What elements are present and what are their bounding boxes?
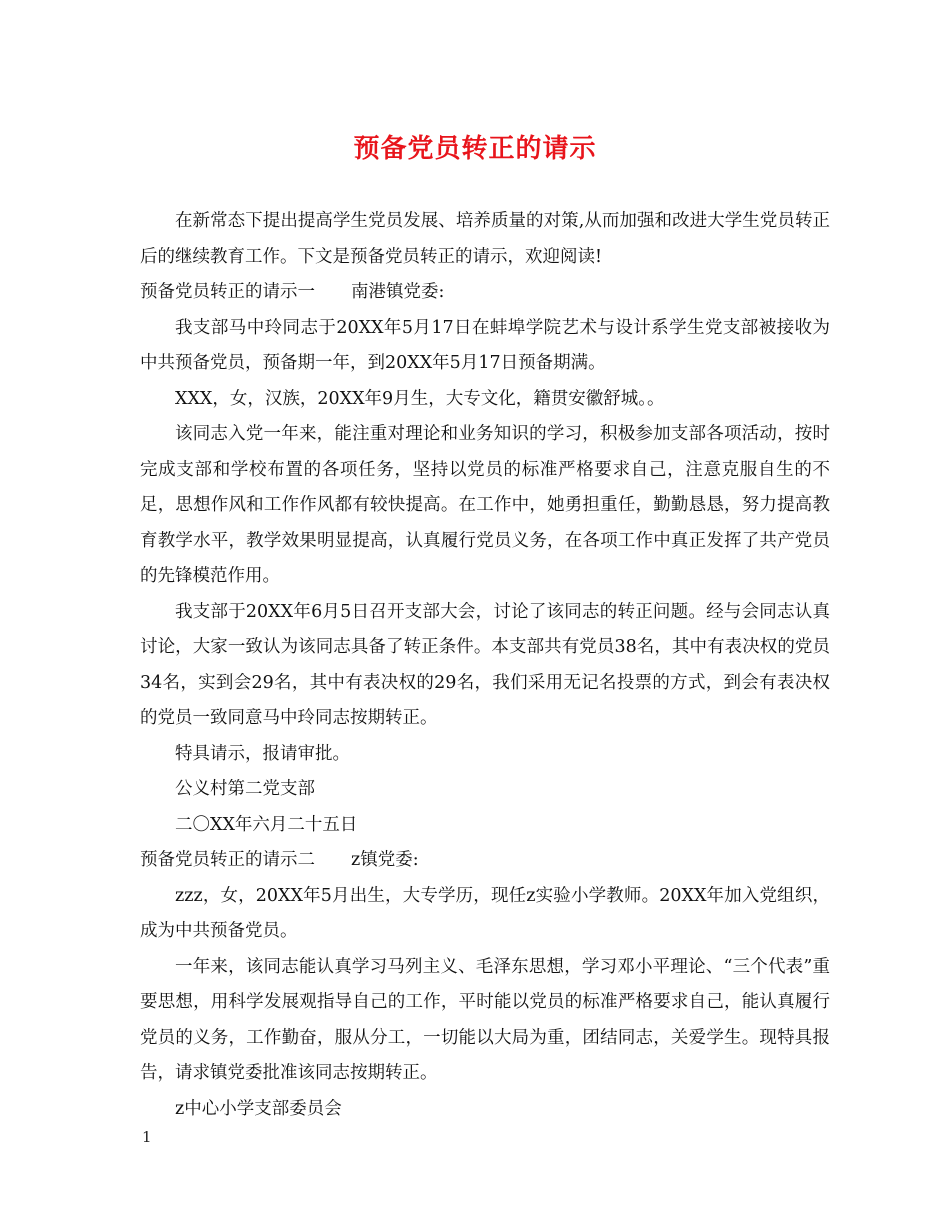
section1-paragraph: XXX，女，汉族，20XX年9月生，大专文化，籍贯安徽舒城。。 [175, 388, 665, 409]
page-number: 1 [142, 1128, 152, 1146]
document-body [140, 204, 830, 1127]
section1-paragraph: 该同志入党一年来，能注重对理论和业务知识的学习，积极参加支部各项活动，按时完成支部和学校布置的各项任务，坚持以党员的标准严格要求自己，注意克服自生的不足，思想作风和工作作风都有较快提高。在工作中，她勇担重任，勤勤恳恳，努力提高教育教学水平，教学效果明显提高，认真履行党员义务，在各项工作中真正发挥了共产党员的先锋模范作用。 [140, 424, 830, 586]
section1-paragraph: 我支部马中玲同志于20XX年5月17日在蚌埠学院艺术与设计系学生党支部被接收为中共预备党员，预备期一年，到20XX年5月17日预备期满。 [140, 317, 830, 373]
section1-date: 二〇XX年六月二十五日 [175, 814, 358, 835]
section1-addressee: 南港镇党委: [351, 282, 445, 302]
section2-signature: z中心小学支部委员会 [175, 1098, 342, 1119]
section1-paragraph: 特具请示，报请审批。 [175, 743, 350, 764]
document-title: 预备党员转正的请示 [353, 134, 597, 164]
section2-paragraph: zzz，女，20XX年5月出生，大专学历，现任z实验小学教师。20XX年加入党组织，成为中共预备党员。 [140, 885, 830, 941]
section2-heading-line [140, 843, 830, 879]
section1-signature: 公义村第二党支部 [175, 779, 315, 799]
section2-heading: 预备党员转正的请示二 [140, 850, 315, 870]
section1-paragraph: 我支部于20XX年6月5日召开支部大会，讨论了该同志的转正问题。经与会同志认真讨论，大家一致认为该同志具备了转正条件。本支部共有党员38名，其中有表决权的党员34名，实到会29名，其中有表决权的29名，我们采用无记名投票的方式，到会有表决权的党员一致同意马中玲同志按期转正。 [140, 601, 830, 728]
section2-addressee: z镇党委: [351, 850, 419, 870]
section2-paragraph: 一年来，该同志能认真学习马列主义、毛泽东思想，学习邓小平理论、“三个代表”重要思想，用科学发展观指导自己的工作，平时能以党员的标准严格要求自己，能认真履行党员的义务，工作勤奋，服从分工，一切能以大局为重，团结同志，关爱学生。现特具报告，请求镇党委批准该同志按期转正。 [140, 956, 830, 1083]
section1-heading: 预备党员转正的请示一 [140, 282, 315, 302]
intro-paragraph: 在新常态下提出提高学生党员发展、培养质量的对策,从而加强和改进大学生党员转正后的继续教育工作。下文是预备党员转正的请示，欢迎阅读! [140, 211, 830, 267]
section1-heading-line [140, 275, 830, 311]
